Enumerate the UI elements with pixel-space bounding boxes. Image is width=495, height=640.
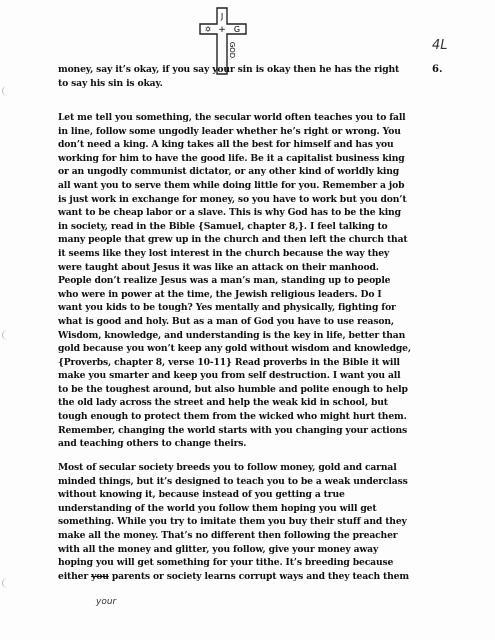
text-segment: parents or society learns corrupt ways and they teach them: [108, 570, 409, 582]
punch-hole-mark: [2, 86, 13, 96]
text-line: without knowing it, because instead of you getting a true: [58, 489, 345, 501]
text-line-with-correction: [58, 570, 458, 584]
text-line: understanding of the world you follow them hoping you will get: [58, 502, 377, 514]
text-line: People don’t realize Jesus was a man’s man, standing up to people: [58, 275, 391, 287]
text-line: Most of secular society breeds you to follow money, gold and carnal: [58, 462, 397, 473]
text-line: money, say it’s okay, if you say your sin is okay then he has the right: [58, 64, 400, 75]
text-line: gold because you won’t keep any gold without wisdom and knowledge,: [58, 343, 411, 355]
text-line: something. While you try to imitate them you buy their stuff and they: [58, 516, 407, 528]
text-line: what is good and holy. But as a man of God you have to use reason,: [58, 315, 394, 327]
text-line: to say his sin is okay.: [58, 77, 163, 89]
star-of-david-icon: ✡: [204, 25, 212, 34]
text-line: all want you to serve them while doing little for you. Remember a job: [58, 179, 405, 191]
text-line: the old lady across the street and help the weak kid in school, but: [58, 397, 388, 409]
paragraph-continuation: [58, 63, 458, 90]
page-number: 6.: [432, 64, 443, 75]
punch-hole-mark: [2, 330, 13, 340]
text-line: make all the money. That’s no different then following the preacher: [58, 529, 398, 541]
text-line: {Proverbs, chapter 8, verse 10-11} Read proverbs in the Bible it will: [58, 356, 400, 368]
text-line: tough enough to protect them from the wicked who might hurt them.: [58, 411, 407, 423]
text-line: in society, read in the Bible {Samuel, chapter 8,}. I feel talking to: [58, 220, 388, 232]
cross-god-word: GOD: [228, 41, 236, 59]
text-line: it seems like they lost interest in the church because the way they: [58, 247, 390, 259]
cross-top-letter: J: [220, 12, 224, 21]
text-line: many people that grew up in the church and then left the church that: [58, 234, 408, 246]
text-line: Remember, changing the world starts with you changing your actions: [58, 424, 408, 436]
text-line: were taught about Jesus it was like an attack on their manhood.: [58, 261, 379, 273]
text-line: is just work in exchange for money, so you have to work but you don’t: [58, 193, 407, 205]
text-line: hoping you will get something for your tithe. It’s breeding because: [58, 557, 394, 569]
text-line: in line, follow some ungodly leader whether he’s right or wrong. You: [58, 125, 401, 137]
struck-word: you: [91, 570, 109, 582]
text-line: minded things, but it’s designed to teach you to be a weak underclass: [58, 475, 408, 487]
text-line: want to be cheap labor or a slave. This is why God has to be the king: [58, 207, 401, 219]
cross-center-plus: +: [218, 25, 226, 35]
paragraph-money: [58, 461, 458, 583]
handwritten-correction: your: [96, 597, 117, 607]
text-line: who were in power at the time, the Jewish religious leaders. Do I: [58, 288, 382, 300]
cross-right-letter: G: [233, 25, 241, 34]
text-line: working for him to have the good life. Be it a capitalist business king: [58, 152, 405, 164]
text-line: with all the money and glitter, you follow, give your money away: [58, 543, 379, 555]
text-line: make you smarter and keep you from self destruction. I want you all: [58, 370, 401, 382]
text-segment: either: [58, 570, 92, 582]
text-line: Let me tell you something, the secular world often teaches you to fall: [58, 112, 406, 123]
text-line: Wisdom, knowledge, and understanding is the key in life, better than: [58, 329, 406, 341]
text-line: and teaching others to change theirs.: [58, 438, 247, 450]
punch-hole-mark: [2, 578, 13, 588]
text-line: to be the toughest around, but also humble and polite enough to help: [58, 383, 408, 395]
text-line: want you kids to be tough? Yes mentally and physically, fighting for: [58, 302, 396, 314]
paragraph-king: [58, 111, 458, 451]
text-line: or an ungodly communist dictator, or any other kind of worldly king: [58, 166, 400, 178]
handwritten-page-id: 4L: [432, 38, 448, 53]
text-line: don’t need a king. A king takes all the best for himself and has you: [58, 139, 394, 151]
